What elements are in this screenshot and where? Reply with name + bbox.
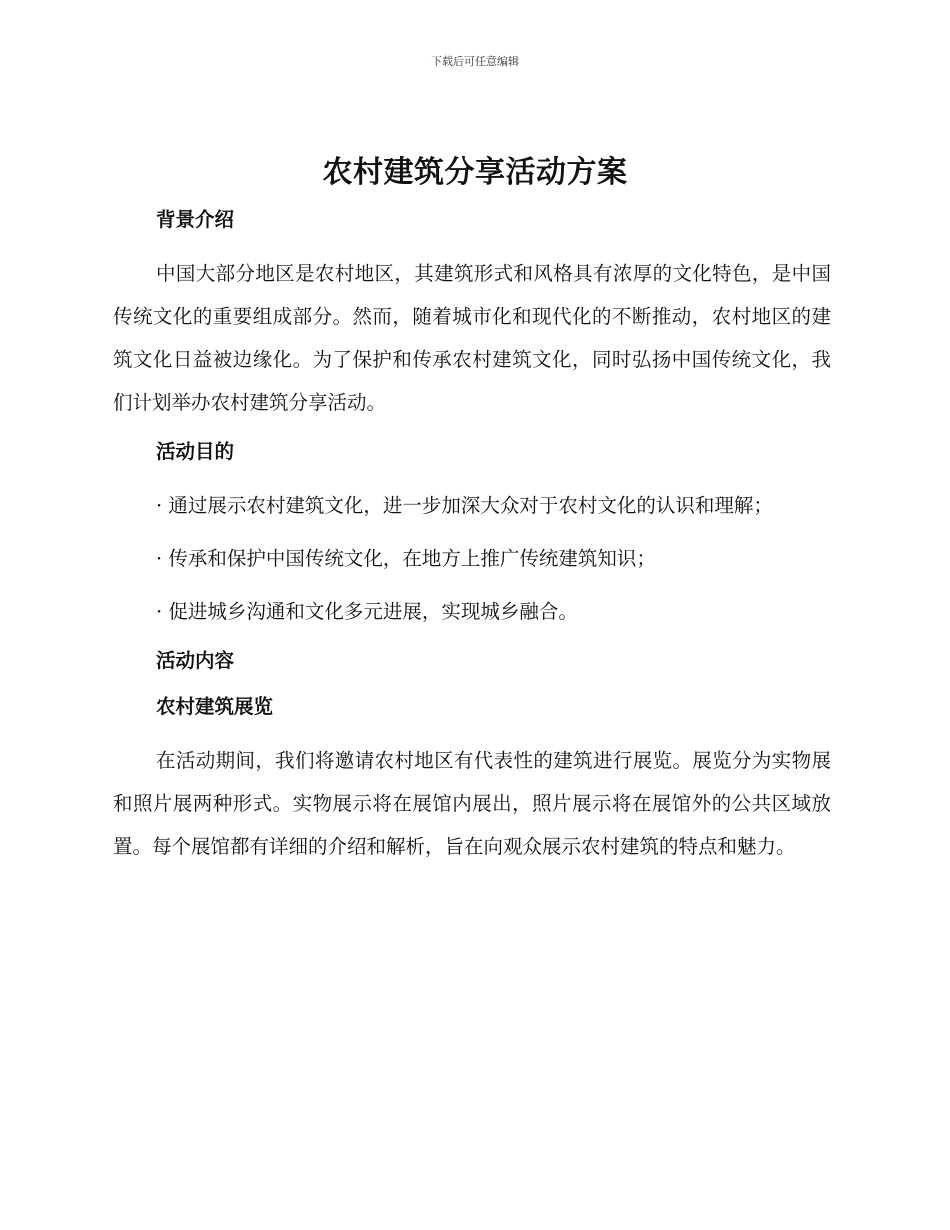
exhibition-paragraph: 在活动期间，我们将邀请农村地区有代表性的建筑进行展览。展览分为实物展和照片展两种形式。实物展示将在展馆内展出，照片展示将在展馆外的公共区域放置。每个展馆都有详细的介绍和解析，旨在向观众展示农村建筑的特点和魅力。 — [113, 749, 831, 858]
purpose-item: · 通过展示农村建筑文化，进一步加深大众对于农村文化的认识和理解； — [156, 494, 773, 517]
section-heading-content: 活动内容 — [156, 649, 235, 672]
document-body — [113, 202, 831, 868]
document-title: 农村建筑分享活动方案 — [322, 155, 628, 190]
subsection-heading-exhibition: 农村建筑展览 — [156, 695, 274, 718]
page-header: 下载后可任意编辑 — [431, 55, 519, 68]
background-paragraph: 中国大部分地区是农村地区，其建筑形式和风格具有浓厚的文化特色，是中国传统文化的重要组成部分。然而，随着城市化和现代化的不断推动，农村地区的建筑文化日益被边缘化。为了保护和传承农村建筑文化，同时弘扬中国传统文化，我们计划举办农村建筑分享活动。 — [113, 262, 831, 414]
purpose-item: · 传承和保护中国传统文化，在地方上推广传统建筑知识； — [156, 547, 656, 570]
purpose-item: · 促进城乡沟通和文化多元进展，实现城乡融合。 — [156, 600, 578, 623]
section-heading-background: 背景介绍 — [156, 208, 235, 231]
section-heading-purpose: 活动目的 — [156, 440, 235, 463]
